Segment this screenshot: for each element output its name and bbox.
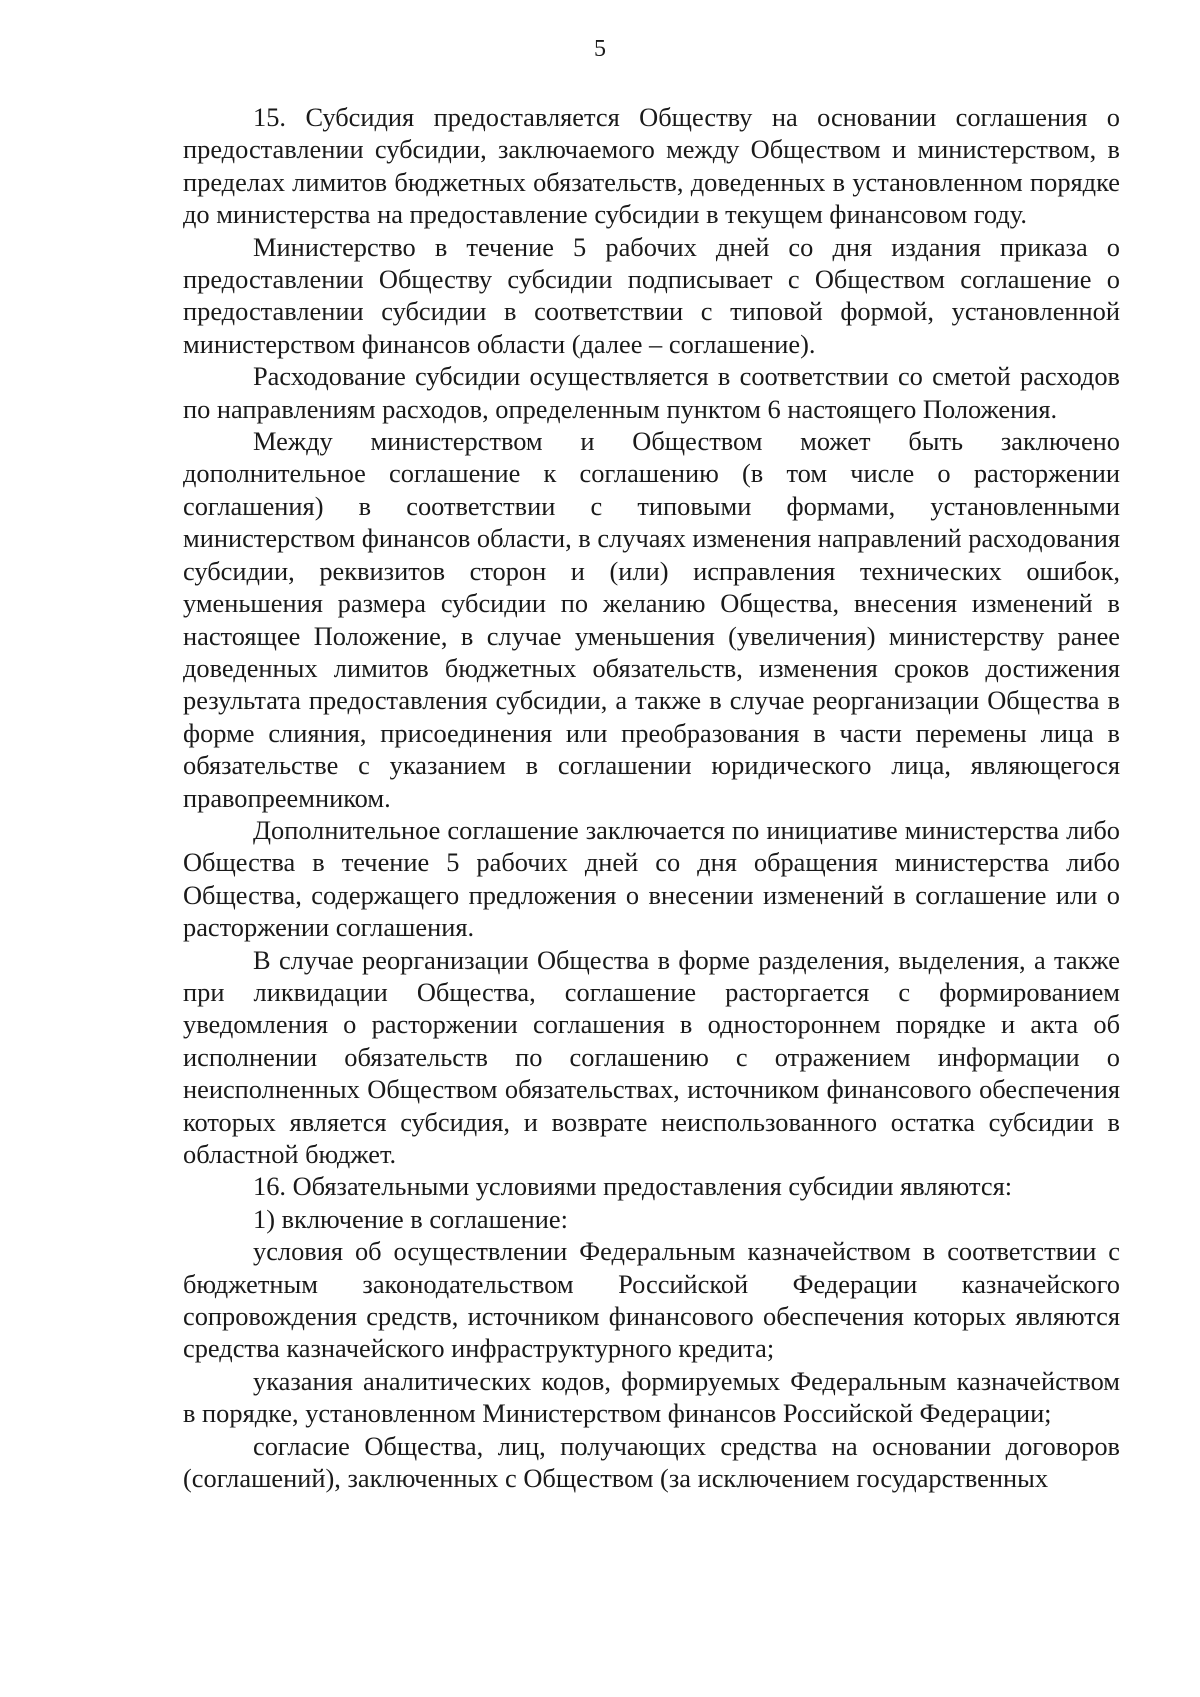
document-body — [183, 101, 1120, 1494]
paragraph-15-subsidy-agreement: 15. Субсидия предоставляется Обществу на основании соглашения о предоставлении субсидии, заключаемого между Обществом и министерством, в пределах лимитов бюджетных обязательств, доведенных в установленном порядке до министерства на предоставление субсидии в текущем финансовом году. — [183, 102, 1120, 230]
paragraph-analytic-codes: указания аналитических кодов, формируемых Федеральным казначейством в порядке, установленном Министерством финансов Российской Федерации; — [183, 1365, 1120, 1429]
paragraph-additional-agreement-initiative: Дополнительное соглашение заключается по инициативе министерства либо Общества в течение 5 рабочих дней со дня обращения министерства либо Общества, содержащего предложения о внесении изменений в соглашение или о расторжении соглашения. — [183, 814, 1120, 943]
paragraph-consent-of-society: согласие Общества, лиц, получающих средства на основании договоров (соглашений), заключенных с Обществом (за исключением государственных — [183, 1430, 1120, 1494]
paragraph-ministry-signs-agreement: Министерство в течение 5 рабочих дней со дня издания приказа о предоставлении Обществу субсидии подписывает с Обществом соглашение о предоставлении субсидии в соответствии с типовой формой, установленной министерством финансов области (далее – соглашение). — [183, 231, 1120, 359]
list-item-1-inclusion: 1) включение в соглашение: — [253, 1203, 568, 1234]
paragraph-additional-agreement: Между министерством и Обществом может быть заключено дополнительное соглашение к соглашению (в том числе о расторжении соглашения) в соответствии с типовыми формами, установленными министерством финансов области, в случаях изменения направлений расходования субсидии, реквизитов сторон и (или) исправления технических ошибок, уменьшения размера субсидии по желанию Общества, внесения изменений в настоящее Положение, в случае уменьшения (увеличения) министерству ранее доведенных лимитов бюджетных обязательств, изменения сроков достижения результата предоставления субсидии, а также в случае реорганизации Общества в форме слияния, присоединения или преобразования в части перемены лица в обязательстве с указанием в соглашении юридического лица, являющегося правопреемником. — [183, 426, 1120, 813]
paragraph-expenditure-estimate: Расходование субсидии осуществляется в соответствии со сметой расходов по направлениям расходов, определенным пунктом 6 настоящего Положения. — [183, 361, 1120, 424]
paragraph-reorganization-termination: В случае реорганизации Общества в форме разделения, выделения, а также при ликвидации Общества, соглашение расторгается с формированием уведомления о расторжении соглашения в одностороннем порядке и акта об исполнении обязательств по соглашению с отражением информации о неисполненных Обществом обязательствах, источником финансового обеспечения которых является субсидия, и возврате неиспользованного остатка субсидии в областной бюджет. — [183, 944, 1120, 1169]
paragraph-16-mandatory-conditions: 16. Обязательными условиями предоставления субсидии являются: — [253, 1171, 1013, 1202]
paragraph-treasury-support-condition: условия об осуществлении Федеральным казначейством в соответствии с бюджетным законодательством Российской Федерации казначейского сопровождения средств, источником финансового обеспечения которых являются средства казначейского инфраструктурного кредита; — [183, 1236, 1120, 1364]
page-number: 5 — [594, 36, 606, 62]
